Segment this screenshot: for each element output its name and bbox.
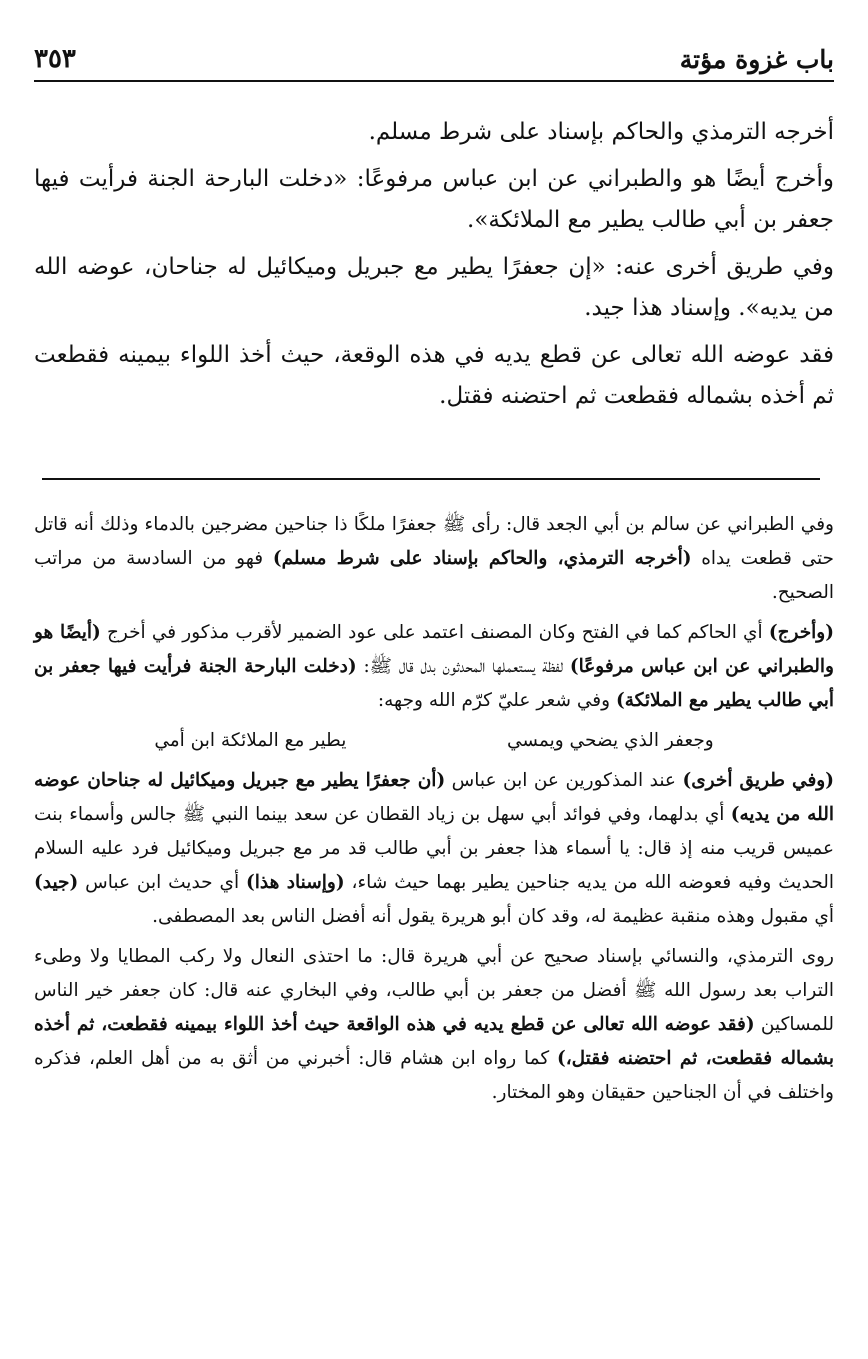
commentary-text-span: لفظة يستعملها المحدثون بدل قال ﷺ: [356,656,570,677]
commentary-paragraph [34,508,834,610]
verse-hemistich-first: وجعفر الذي يضحي ويمسي [506,730,714,751]
commentary-paragraph [34,616,834,718]
verse-hemistich-second: يطير مع الملائكة ابن أمي [154,730,347,751]
chapter-title: باب غزوة مؤتة [679,45,834,74]
commentary-text-span: روى الترمذي، والنسائي بإسناد صحيح عن أبي هريرة قال: ما احتذى النعال ولا ركب المطايا ولا وطىء التراب بعد رسول الله ﷺ أفضل من جعفر بن أبي طالب، وفي البخاري عنه قال: كان جعفر خير الناس للمساكين [34,946,834,1035]
main-paragraph: وفي طريق أخرى عنه: «إن جعفرًا يطير مع جبريل وميكائيل له جناحان، عوضه الله من يديه». وإسناد هذا جيد. [34,254,834,321]
poetry-verse [34,724,834,758]
quoted-matn: (وفي طريق أخرى) [682,770,834,791]
commentary-text [34,508,834,1116]
quoted-matn: (دخلت البارحة الجنة فرأيت فيها جعفر بن أبي طالب يطير مع الملائكة) [34,656,834,711]
commentary-text-span: فهو من السادسة من مراتب الصحيح. [34,548,834,603]
commentary-text-span: وفي الطبراني عن سالم بن أبي الجعد قال: رأى ﷺ جعفرًا ملكًا ذا جناحين مضرجين بالدماء وذلك أنه قاتل حتى قطعت يداه [34,514,834,569]
main-text [34,112,834,423]
quoted-matn: (أن جعفرًا يطير مع جبريل وميكائيل له جناحان عوضه الله من يديه) [34,770,834,825]
commentary-text-span: أي حديث ابن عباس [78,872,246,893]
commentary-paragraph [34,764,834,934]
quoted-matn: (أخرجه الترمذي، والحاكم بإسناد على شرط مسلم) [272,548,692,569]
commentary-text-span: أي الحاكم كما في الفتح وكان المصنف اعتمد على عود الضمير لأقرب مذكور في أخرج [100,622,769,643]
footnote-divider [42,478,820,480]
commentary-text-span: أي مقبول وهذه منقبة عظيمة له، وقد كان أبو هريرة يقول أنه أفضل الناس بعد المصطفى. [152,906,834,927]
commentary-paragraph [34,940,834,1110]
quoted-matn: (وأخرج) [768,622,834,643]
quoted-matn: (فقد عوضه الله تعالى عن قطع يديه في هذه الواقعة حيث أخذ اللواء بيمينه فقطعت، ثم أخذه بشماله فقطعت، ثم احتضنه فقتل،) [34,1014,834,1069]
main-paragraph: فقد عوضه الله تعالى عن قطع يديه في هذه الوقعة، حيث أخذ اللواء بيمينه فقطعت ثم أخذه بشماله فقطعت ثم احتضنه فقتل. [34,342,834,409]
commentary-text-span: أي بدلهما، وفي فوائد أبي سهل بن زياد القطان عن سعد بينما النبي ﷺ جالس وأسماء بنت عميس قريب منه إذ قال: يا أسماء هذا جعفر بن أبي طالب قد مر مع جبريل وميكائيل فرد عليه السلام الحديث وفيه فعوضه الله من يديه جناحين يطير بهما حيث شاء، [34,804,834,893]
commentary-text-span: عند المذكورين عن ابن عباس [445,770,683,791]
main-paragraph: أخرجه الترمذي والحاكم بإسناد على شرط مسلم. [368,119,834,145]
main-paragraph: وأخرج أيضًا هو والطبراني عن ابن عباس مرفوعًا: «دخلت البارحة الجنة فرأيت فيها جعفر بن أبي طالب يطير مع الملائكة». [34,166,834,233]
commentary-text-span: وفي شعر عليّ كرّم الله وجهه: [377,690,616,711]
page-number: ٣٥٣ [34,44,76,74]
quoted-matn: (وإسناد هذا) [246,872,345,893]
running-header [34,30,834,82]
commentary-text-span: كما رواه ابن هشام قال: أخبرني من أثق به من أهل العلم، فذكره واختلف في أن الجناحين حقيقان وهو المختار. [34,1048,834,1103]
quoted-matn: (جيد) [34,872,79,893]
quoted-matn: (أيضًا هو والطبراني عن ابن عباس مرفوعًا) [34,622,834,677]
